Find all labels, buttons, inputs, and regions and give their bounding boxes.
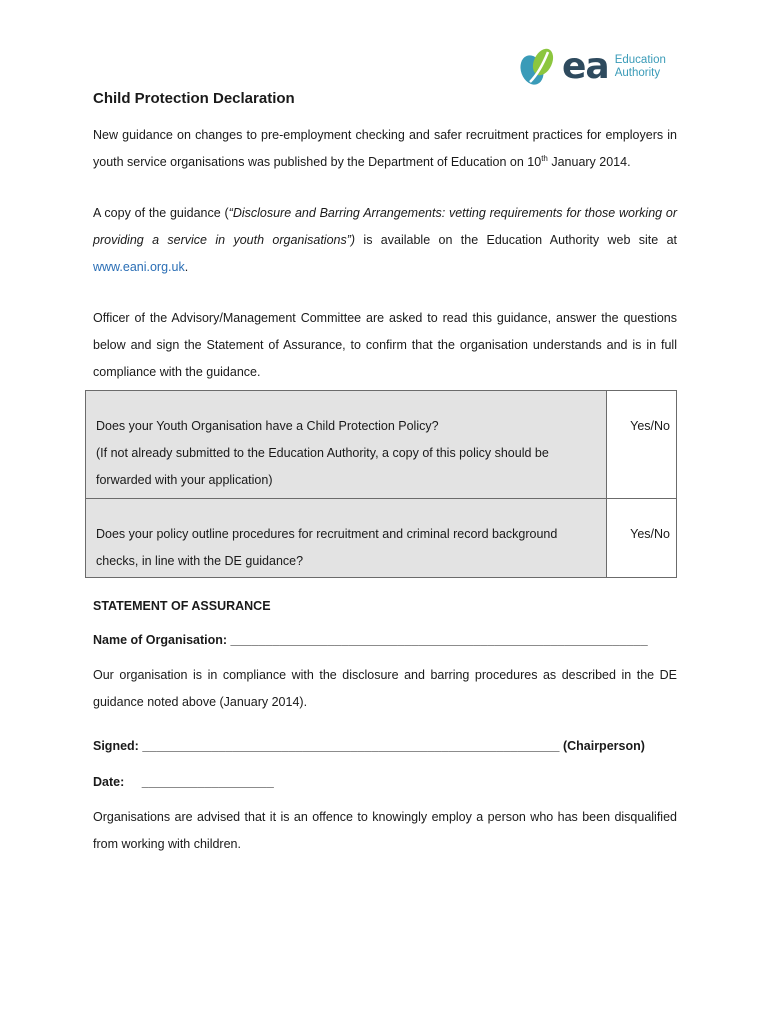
advisory-notice: Organisations are advised that it is an offence to knowingly employ a person who has been disqualified from working with children. bbox=[93, 810, 677, 851]
intro-date-tail: January 2014. bbox=[547, 155, 631, 169]
logo-mark: ea bbox=[562, 46, 609, 87]
logo-line-2: Authority bbox=[614, 67, 661, 79]
question-note: (If not already submitted to the Education Authority, a copy of this policy should be forwarded with your application) bbox=[96, 446, 549, 487]
date-field[interactable]: ___________________ bbox=[141, 775, 274, 789]
table-row bbox=[86, 499, 677, 578]
education-authority-logo bbox=[518, 44, 688, 90]
guidance-prefix: A copy of the guidance ( bbox=[93, 206, 229, 220]
guidance-suffix: . bbox=[184, 260, 189, 274]
questions-table bbox=[85, 390, 677, 578]
leaf-logo-icon bbox=[518, 46, 558, 88]
guidance-title: “Disclosure and Barring Arrangements: vetting requirements for those working or providing a service in youth organisations”) bbox=[93, 206, 677, 247]
signature-field[interactable]: ____________________________________________________________ bbox=[142, 739, 560, 753]
statement-title: STATEMENT OF ASSURANCE bbox=[93, 599, 271, 613]
ordinal-suffix: th bbox=[541, 153, 548, 163]
logo-line-1: Education bbox=[614, 54, 666, 66]
organisation-name-label: Name of Organisation: bbox=[93, 633, 228, 647]
question-text: Does your policy outline procedures for recruitment and criminal record background checks, in line with the DE guidance? bbox=[96, 527, 558, 568]
instructions-paragraph: Officer of the Advisory/Management Committee are asked to read this guidance, answer the questions below and sign the Statement of Assurance, to confirm that the organisation understands and is in full compliance with the guidance. bbox=[93, 311, 677, 379]
signed-label: Signed: bbox=[93, 739, 139, 753]
organisation-name-field[interactable]: ____________________________________________________________ bbox=[230, 633, 648, 647]
answer-field[interactable]: Yes/No bbox=[607, 391, 677, 499]
compliance-statement: Our organisation is in compliance with the disclosure and barring procedures as described in the DE guidance noted above (January 2014). bbox=[93, 668, 677, 709]
document-body bbox=[93, 90, 677, 858]
guidance-middle: is available on the Education Authority web site at bbox=[355, 233, 677, 247]
question-text: Does your Youth Organisation have a Child Protection Policy? bbox=[96, 419, 439, 433]
date-label: Date: bbox=[93, 775, 125, 789]
logo-wordmark bbox=[615, 54, 666, 80]
question-cell bbox=[86, 391, 607, 499]
date-line bbox=[93, 772, 677, 792]
answer-field[interactable]: Yes/No bbox=[607, 499, 677, 578]
signature-line bbox=[93, 736, 677, 756]
signatory-role: (Chairperson) bbox=[562, 739, 645, 753]
organisation-name-line bbox=[93, 630, 677, 650]
question-cell bbox=[86, 499, 607, 578]
table-row bbox=[86, 391, 677, 499]
intro-paragraph bbox=[93, 122, 677, 176]
page-title: Child Protection Declaration bbox=[93, 90, 295, 107]
eani-website-link[interactable]: www.eani.org.uk bbox=[93, 260, 185, 274]
intro-text: New guidance on changes to pre-employment checking and safer recruitment practices for employers in youth service organisations was published by the Department of Education on 10 bbox=[93, 128, 677, 169]
guidance-paragraph bbox=[93, 200, 677, 281]
